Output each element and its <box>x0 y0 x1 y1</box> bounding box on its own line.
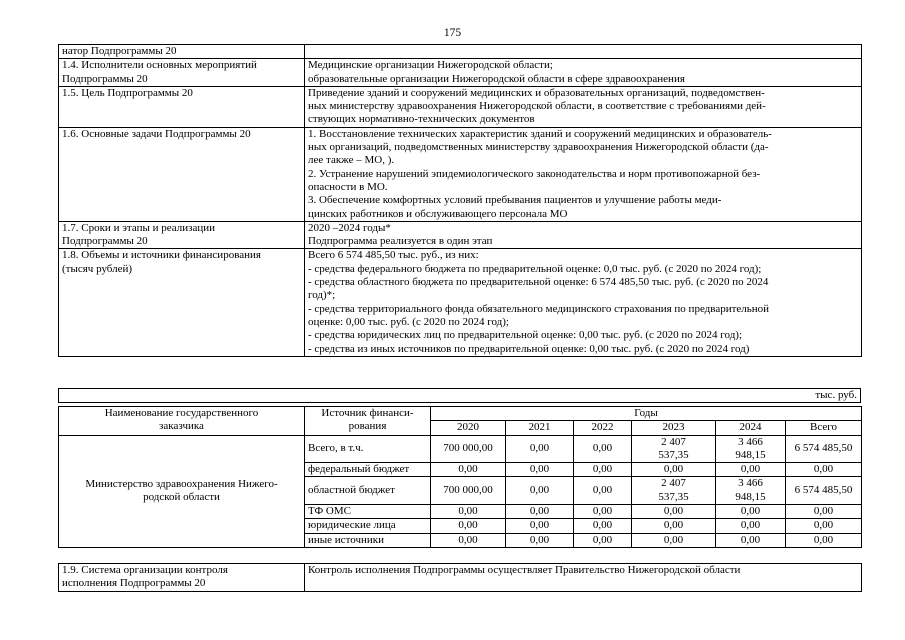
passport-row <box>59 221 862 249</box>
amount-cell: 0,00 <box>786 463 862 477</box>
amount-cell: 0,00 <box>506 463 574 477</box>
passport-label: 1.6. Основные задачи Подпрограммы 20 <box>59 127 305 221</box>
control-label: 1.9. Система организации контроля исполнения Подпрограммы 20 <box>59 564 305 592</box>
finance-row <box>59 435 862 463</box>
amount-cell: 0,00 <box>506 477 574 505</box>
amount-cell: 700 000,00 <box>431 477 506 505</box>
finance-table <box>58 406 862 548</box>
amount-cell: 2 407 537,35 <box>632 435 716 463</box>
passport-row <box>59 86 862 127</box>
passport-row <box>59 127 862 221</box>
amount-cell: 0,00 <box>632 533 716 547</box>
funding-source: Всего, в т.ч. <box>305 435 431 463</box>
passport-label: натор Подпрограммы 20 <box>59 45 305 59</box>
passport-table <box>58 44 862 357</box>
funding-source: областной бюджет <box>305 477 431 505</box>
header-year: 2021 <box>506 421 574 435</box>
amount-cell: 0,00 <box>574 477 632 505</box>
amount-cell: 3 466 948,15 <box>716 435 786 463</box>
passport-value: Медицинские организации Нижегородской области; образовательные организации Нижегородской области в сфере здравоохранения <box>305 59 862 87</box>
control-table <box>58 563 862 592</box>
amount-cell: 0,00 <box>632 519 716 533</box>
amount-cell: 0,00 <box>716 533 786 547</box>
amount-cell: 0,00 <box>506 533 574 547</box>
amount-cell: 6 574 485,50 <box>786 435 862 463</box>
amount-cell: 700 000,00 <box>431 435 506 463</box>
amount-cell: 2 407 537,35 <box>632 477 716 505</box>
passport-value: 2020 –2024 годы* Подпрограмма реализуется в один этап <box>305 221 862 249</box>
header-year: 2023 <box>632 421 716 435</box>
amount-cell: 0,00 <box>716 519 786 533</box>
header-year: 2024 <box>716 421 786 435</box>
page-number: 175 <box>443 27 462 39</box>
amount-cell: 6 574 485,50 <box>786 477 862 505</box>
passport-value <box>305 45 862 59</box>
customer-name: Министерство здравоохранения Нижего- родской области <box>59 435 305 547</box>
header-years: Годы <box>431 407 862 421</box>
header-year: 2020 <box>431 421 506 435</box>
amount-cell: 0,00 <box>431 519 506 533</box>
passport-label: 1.7. Сроки и этапы и реализации Подпрограммы 20 <box>59 221 305 249</box>
amount-cell: 0,00 <box>574 505 632 519</box>
passport-row <box>59 45 862 59</box>
amount-cell: 0,00 <box>574 519 632 533</box>
amount-cell: 0,00 <box>431 505 506 519</box>
amount-cell: 0,00 <box>786 533 862 547</box>
amount-cell: 0,00 <box>716 505 786 519</box>
amount-cell: 0,00 <box>632 463 716 477</box>
amount-cell: 0,00 <box>786 519 862 533</box>
control-value: Контроль исполнения Подпрограммы осуществляет Правительство Нижегородской области <box>305 564 862 592</box>
header-customer: Наименование государственного заказчика <box>59 407 305 436</box>
passport-value: Приведение зданий и сооружений медицинских и образовательных организаций, подведомствен- ных министерству здравоохранения Нижегородской области, в соответствие с требованиями дей- ствующих нормативно-технических документов <box>305 86 862 127</box>
amount-cell: 0,00 <box>716 463 786 477</box>
amount-cell: 0,00 <box>431 533 506 547</box>
amount-cell: 0,00 <box>574 435 632 463</box>
control-row <box>59 564 862 592</box>
units-label: тыс. руб. <box>59 389 861 403</box>
amount-cell: 0,00 <box>506 435 574 463</box>
passport-row <box>59 59 862 87</box>
passport-label: 1.8. Объемы и источники финансирования (тысяч рублей) <box>59 249 305 356</box>
passport-label: 1.5. Цель Подпрограммы 20 <box>59 86 305 127</box>
finance-header-row-1 <box>59 407 862 421</box>
passport-row <box>59 249 862 356</box>
amount-cell: 0,00 <box>574 463 632 477</box>
header-year: 2022 <box>574 421 632 435</box>
amount-cell: 0,00 <box>786 505 862 519</box>
passport-value: Всего 6 574 485,50 тыс. руб., из них: - средства федерального бюджета по предварительной оценке: 0,0 тыс. руб. (с 2020 по 2024 год); - средства областного бюджета по предварительной оценке: 6 574 485,50 тыс. руб. (с 2020 по 2024 год)*; - средства территориального фонда обязательного медицинского страхования по предварительной оценке: 0,00 тыс. руб. (с 2020 по 2024 год); - средства юридических лиц по предварительной оценке: 0,00 тыс. руб. (с 2020 по 2024 год); - средства из иных источников по предварительной оценке: 0,00 тыс. руб. (с 2020 по 2024 год) <box>305 249 862 356</box>
funding-source: юридические лица <box>305 519 431 533</box>
funding-source: ТФ ОМС <box>305 505 431 519</box>
passport-label: 1.4. Исполнители основных мероприятий Подпрограммы 20 <box>59 59 305 87</box>
funding-source: федеральный бюджет <box>305 463 431 477</box>
amount-cell: 0,00 <box>431 463 506 477</box>
amount-cell: 0,00 <box>632 505 716 519</box>
amount-cell: 3 466 948,15 <box>716 477 786 505</box>
amount-cell: 0,00 <box>506 505 574 519</box>
amount-cell: 0,00 <box>574 533 632 547</box>
units-row <box>58 388 861 403</box>
funding-source: иные источники <box>305 533 431 547</box>
header-year: Всего <box>786 421 862 435</box>
header-source: Источник финанси- рования <box>305 407 431 436</box>
passport-value: 1. Восстановление технических характеристик зданий и сооружений медицинских и образователь- ных организаций, подведомственных министерству здравоохранения Нижегородской области (да- лее также – МО, ). 2. Устранение нарушений эпидемиологического законодательства и норм противопожарной без- опасности в МО. 3. Обеспечение комфортных условий пребывания пациентов и улучшение работы меди- цинских работников и обслуживающего персонала МО <box>305 127 862 221</box>
amount-cell: 0,00 <box>506 519 574 533</box>
